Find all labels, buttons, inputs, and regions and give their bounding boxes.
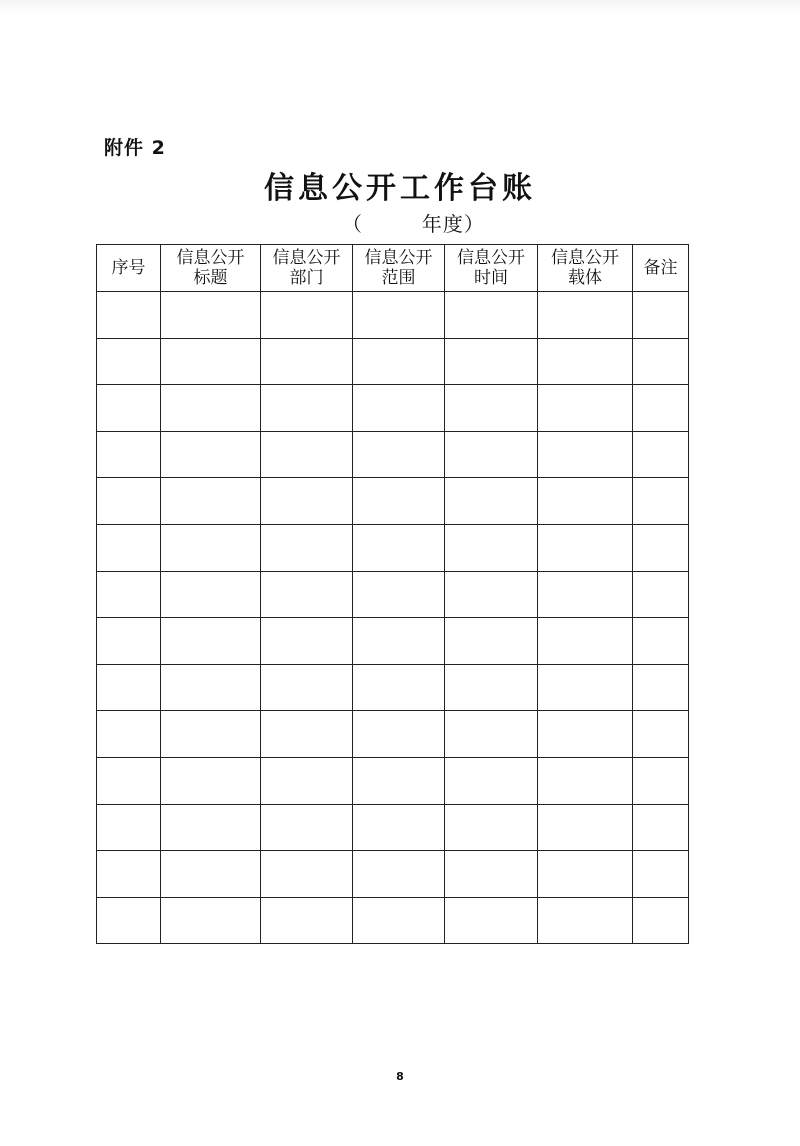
table-row [97,757,689,804]
table-cell [161,618,261,665]
table-cell [261,711,353,758]
table-cell [97,618,161,665]
table-cell [633,897,689,944]
table-cell [633,851,689,898]
table-cell [633,757,689,804]
header-disclosure-department: 信息公开 部门 [261,245,353,292]
table-cell [633,524,689,571]
table-cell [97,897,161,944]
table-cell [261,431,353,478]
table-cell [161,338,261,385]
table-cell [538,618,633,665]
table-cell [445,897,538,944]
table-cell [353,338,445,385]
table-cell [445,385,538,432]
year-line: （ 年度） [342,212,485,236]
table-cell [445,851,538,898]
table-cell [538,804,633,851]
table-cell [97,711,161,758]
table-cell [538,292,633,339]
table-row [97,524,689,571]
table-cell [633,711,689,758]
table-cell [353,571,445,618]
table-row [97,664,689,711]
table-cell [161,292,261,339]
table-cell [633,804,689,851]
table-cell [538,851,633,898]
table-cell [161,431,261,478]
table-cell [445,292,538,339]
table-cell [161,524,261,571]
table-cell [161,757,261,804]
table-cell [261,804,353,851]
table-cell [161,804,261,851]
header-remarks: 备注 [633,245,689,292]
table-cell [161,478,261,525]
table-cell [445,338,538,385]
attachment-label: 附件 2 [104,137,166,159]
table-cell [261,292,353,339]
table-cell [161,711,261,758]
table-cell [353,292,445,339]
table-cell [261,338,353,385]
table-row [97,804,689,851]
table-cell [445,571,538,618]
table-cell [445,757,538,804]
table-cell [261,618,353,665]
table-cell [161,851,261,898]
header-serial-number: 序号 [97,245,161,292]
table-cell [97,757,161,804]
table-cell [538,664,633,711]
table-cell [97,478,161,525]
ledger-body [97,292,689,944]
page-number: 8 [396,1070,404,1083]
table-row [97,292,689,339]
table-cell [445,478,538,525]
table-row [97,571,689,618]
table-row [97,478,689,525]
header-disclosure-time: 信息公开 时间 [445,245,538,292]
table-cell [353,664,445,711]
table-cell [633,618,689,665]
table-cell [538,524,633,571]
table-cell [353,524,445,571]
table-cell [538,385,633,432]
table-row [97,385,689,432]
table-row [97,851,689,898]
table-cell [97,804,161,851]
table-cell [445,618,538,665]
table-cell [633,385,689,432]
table-cell [97,431,161,478]
table-cell [538,711,633,758]
table-cell [538,897,633,944]
table-cell [353,385,445,432]
header-disclosure-title: 信息公开 标题 [161,245,261,292]
table-cell [633,431,689,478]
table-cell [538,431,633,478]
table-cell [633,292,689,339]
table-cell [353,711,445,758]
table-cell [161,897,261,944]
table-cell [633,664,689,711]
table-row [97,338,689,385]
table-row [97,711,689,758]
table-cell [161,571,261,618]
table-cell [633,478,689,525]
header-disclosure-scope: 信息公开 范围 [353,245,445,292]
table-cell [261,851,353,898]
table-cell [353,618,445,665]
table-cell [97,664,161,711]
table-cell [353,897,445,944]
table-cell [353,851,445,898]
table-cell [445,431,538,478]
table-cell [538,338,633,385]
table-cell [97,292,161,339]
table-cell [161,385,261,432]
table-cell [97,338,161,385]
table-cell [445,524,538,571]
table-cell [161,664,261,711]
table-cell [353,478,445,525]
table-cell [261,571,353,618]
table-cell [445,664,538,711]
table-cell [445,804,538,851]
table-cell [633,571,689,618]
table-cell [633,338,689,385]
table-cell [538,478,633,525]
page-title: 信息公开工作台账 [264,171,536,206]
table-cell [353,431,445,478]
table-row [97,897,689,944]
table-cell [261,897,353,944]
table-cell [261,478,353,525]
table-row [97,431,689,478]
ledger-table [96,244,689,944]
table-cell [538,571,633,618]
table-cell [97,524,161,571]
table-cell [261,524,353,571]
table-cell [353,804,445,851]
table-cell [261,757,353,804]
table-cell [97,851,161,898]
table-cell [97,571,161,618]
table-cell [97,385,161,432]
table-cell [261,664,353,711]
table-cell [261,385,353,432]
header-disclosure-medium: 信息公开 载体 [538,245,633,292]
table-cell [353,757,445,804]
table-header-row [97,245,689,292]
table-cell [538,757,633,804]
table-cell [445,711,538,758]
table-row [97,618,689,665]
